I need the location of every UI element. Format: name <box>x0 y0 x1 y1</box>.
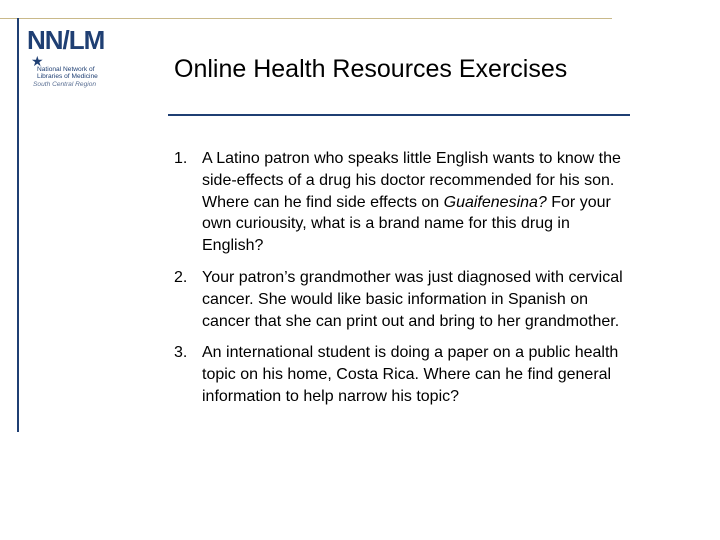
exercise-number: 3. <box>174 344 188 362</box>
star-icon: ★ <box>31 53 44 69</box>
logo-line-2: Libraries of Medicine <box>37 73 98 81</box>
logo-line-1: National Network of <box>37 66 95 73</box>
exercise-list <box>174 148 634 418</box>
exercise-text: An international student is doing a paper on a public health topic on his home, Costa Rica. Where can he find general information to help narrow his topic? <box>202 344 619 405</box>
exercise-text <box>202 148 634 257</box>
exercise-item <box>174 267 634 332</box>
exercise-text-part: A Latino patron who speaks little English wants to know the side-effects of a drug his doctor recommended for his son. Where can he find side effects on <box>202 150 621 211</box>
drug-name: Guaifenesina? <box>443 193 547 211</box>
logo-region: South Central Region <box>33 80 97 88</box>
title-divider <box>168 114 630 116</box>
exercise-text: Your patron’s grandmother was just diagnosed with cervical cancer. She would like basic information in Spanish on cancer that she can print out and bring to her grandmother. <box>202 268 623 330</box>
exercise-text-part: For your own curiousity, what is a brand name for this drug in English? <box>202 193 611 255</box>
logo-mark: NN/LM <box>27 25 105 55</box>
left-divider <box>17 18 19 432</box>
exercise-number: 1. <box>174 150 188 167</box>
slide-title: Online Health Resources Exercises <box>174 55 568 83</box>
top-divider <box>0 18 612 19</box>
exercise-item <box>174 148 634 257</box>
exercise-number: 2. <box>174 268 188 286</box>
logo-text <box>33 66 133 88</box>
exercise-item <box>174 342 634 407</box>
nnlm-logo <box>27 26 137 96</box>
